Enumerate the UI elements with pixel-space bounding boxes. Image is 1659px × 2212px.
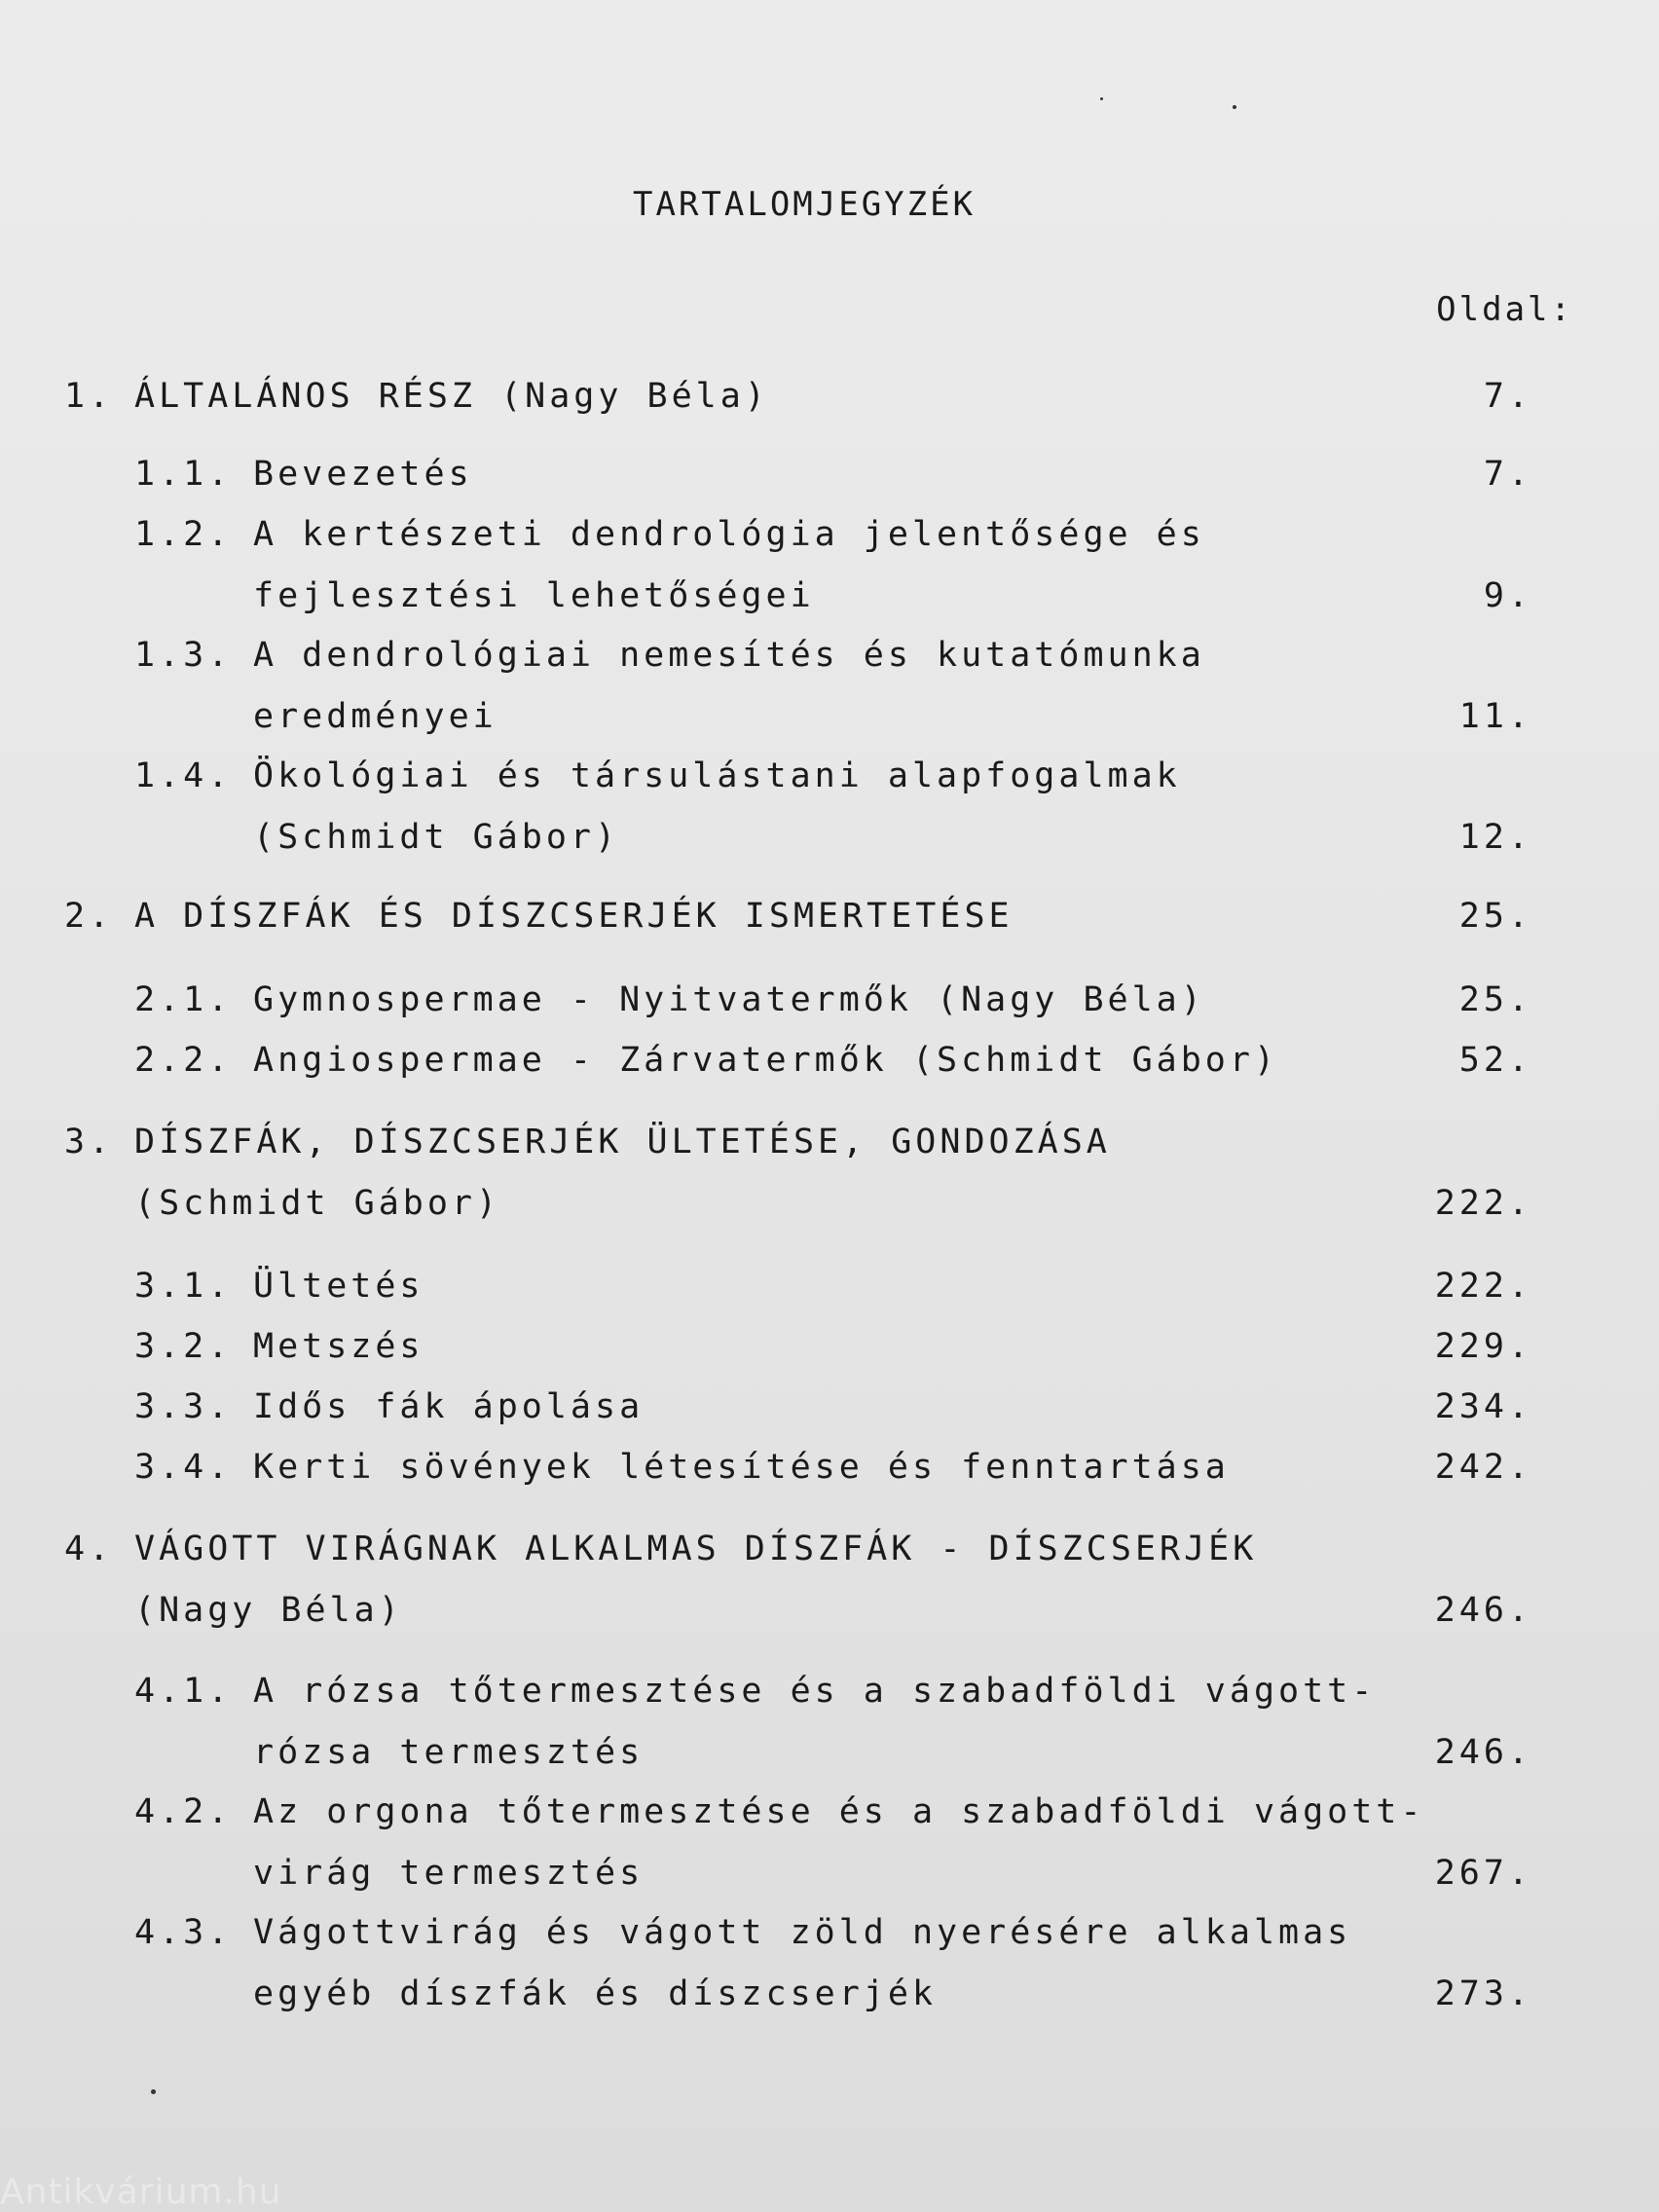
toc-entry-page: 234. xyxy=(1434,1387,1532,1426)
toc-entry-page: 11. xyxy=(1458,697,1532,736)
toc-entry-title: A kertészeti dendrológia jelentősége és fejlesztési lehetőségei xyxy=(253,515,1205,615)
toc-entry-title: Gymnospermae - Nyitvatermők (Nagy Béla) xyxy=(253,980,1205,1019)
scan-speck xyxy=(1233,105,1236,109)
toc-entry-4-2 xyxy=(0,1782,1659,1904)
toc-entry-number: 2.1. xyxy=(134,980,233,1019)
toc-entry-title: Vágottvirág és vágott zöld nyerésére alkalmas egyéb díszfák és díszcserjék xyxy=(253,1913,1352,2013)
toc-entry-number: 4. xyxy=(64,1530,114,1568)
toc-entry-title: A rózsa tőtermesztése és a szabadföldi vágott- rózsa termesztés xyxy=(253,1672,1377,1772)
toc-entry-1 xyxy=(0,366,1659,427)
toc-entry-title: Kerti sövények létesítése és fenntartása xyxy=(253,1448,1230,1487)
toc-entry-title: Ökológiai és társulástani alapfogalmak (Schmidt Gábor) xyxy=(253,756,1181,857)
toc-entry-page: 7. xyxy=(1483,455,1532,494)
toc-entry-2-2 xyxy=(0,1030,1659,1091)
toc-entry-title: Metszés xyxy=(253,1327,424,1366)
toc-entry-2 xyxy=(0,886,1659,947)
toc-entry-title: A DÍSZFÁK ÉS DÍSZCSERJÉK ISMERTETÉSE xyxy=(134,897,1014,936)
toc-entry-title: VÁGOTT VIRÁGNAK ALKALMAS DÍSZFÁK - DÍSZCSERJÉK (Nagy Béla) xyxy=(134,1530,1258,1630)
toc-entry-page: 273. xyxy=(1434,1974,1532,2013)
toc-entry-title: Az orgona tőtermesztése és a szabadföldi vágott- virág termesztés xyxy=(253,1792,1425,1893)
page-title: TARTALOMJEGYZÉK xyxy=(633,185,977,224)
toc-entry-title: Bevezetés xyxy=(253,455,473,494)
toc-entry-4-1 xyxy=(0,1661,1659,1784)
toc-entry-page: 7. xyxy=(1483,377,1532,416)
toc-entry-1-3 xyxy=(0,625,1659,748)
toc-entry-page: 222. xyxy=(1434,1267,1532,1306)
toc-entry-page: 12. xyxy=(1458,818,1532,857)
page-column-label: Oldal: xyxy=(1436,290,1573,329)
toc-entry-number: 1.1. xyxy=(134,455,233,494)
toc-entry-1-1 xyxy=(0,444,1659,505)
toc-entry-page: 246. xyxy=(1434,1733,1532,1772)
toc-entry-page: 9. xyxy=(1483,576,1532,615)
toc-entry-1-2 xyxy=(0,504,1659,627)
toc-entry-number: 3.1. xyxy=(134,1267,233,1306)
toc-entry-3-4 xyxy=(0,1437,1659,1498)
toc-entry-3-1 xyxy=(0,1256,1659,1317)
toc-entry-page: 25. xyxy=(1458,980,1532,1019)
toc-entry-2-1 xyxy=(0,970,1659,1031)
toc-entry-title: DÍSZFÁK, DÍSZCSERJÉK ÜLTETÉSE, GONDOZÁSA (Schmidt Gábor) xyxy=(134,1123,1111,1223)
toc-entry-page: 52. xyxy=(1458,1041,1532,1080)
toc-entry-title: Angiospermae - Zárvatermők (Schmidt Gábor) xyxy=(253,1041,1279,1080)
toc-entry-number: 3.4. xyxy=(134,1448,233,1487)
toc-entry-4-3 xyxy=(0,1902,1659,2025)
toc-entry-number: 2. xyxy=(64,897,114,936)
scan-speck xyxy=(1100,97,1103,100)
toc-entry-title: A dendrológiai nemesítés és kutatómunka eredményei xyxy=(253,636,1205,736)
toc-entry-number: 1.4. xyxy=(134,756,233,795)
toc-entry-number: 2.2. xyxy=(134,1041,233,1080)
watermark: Antikvárium.hu xyxy=(0,2172,282,2212)
toc-entry-number: 4.3. xyxy=(134,1913,233,1952)
toc-entry-number: 1.3. xyxy=(134,636,233,675)
toc-entry-page: 246. xyxy=(1434,1591,1532,1630)
toc-entry-page: 222. xyxy=(1434,1184,1532,1223)
toc-entry-4 xyxy=(0,1519,1659,1641)
toc-entry-1-4 xyxy=(0,746,1659,868)
toc-entry-number: 1. xyxy=(64,377,114,416)
toc-entry-page: 242. xyxy=(1434,1448,1532,1487)
toc-entry-number: 3.2. xyxy=(134,1327,233,1366)
toc-entry-page: 25. xyxy=(1458,897,1532,936)
toc-entry-title: ÁLTALÁNOS RÉSZ (Nagy Béla) xyxy=(134,377,769,416)
toc-entry-number: 4.2. xyxy=(134,1792,233,1831)
toc-entry-number: 1.2. xyxy=(134,515,233,554)
toc-entry-number: 3. xyxy=(64,1123,114,1161)
toc-entry-title: Ültetés xyxy=(253,1267,424,1306)
toc-entry-page: 267. xyxy=(1434,1854,1532,1893)
toc-entry-3 xyxy=(0,1112,1659,1235)
toc-entry-number: 4.1. xyxy=(134,1672,233,1711)
toc-entry-3-2 xyxy=(0,1316,1659,1378)
toc-entry-title: Idős fák ápolása xyxy=(253,1387,645,1426)
toc-entry-page: 229. xyxy=(1434,1327,1532,1366)
toc-entry-3-3 xyxy=(0,1377,1659,1438)
toc-entry-number: 3.3. xyxy=(134,1387,233,1426)
scan-speck xyxy=(151,2089,156,2094)
